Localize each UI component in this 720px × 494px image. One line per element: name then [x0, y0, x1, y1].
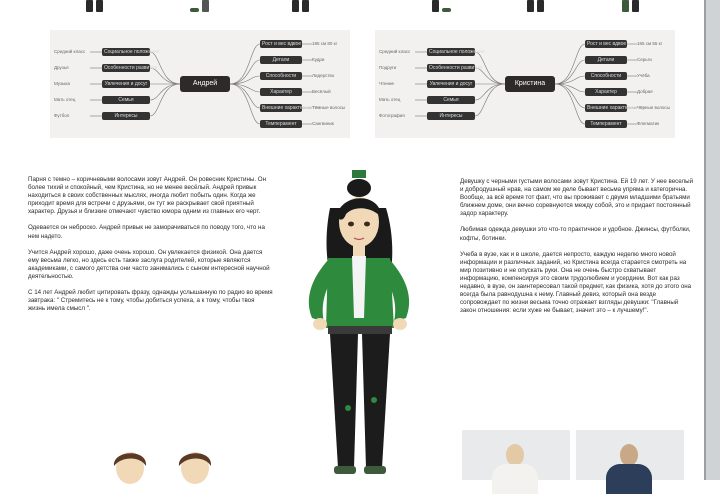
mindmap-node: Интересы [102, 112, 150, 120]
mindmap-leaf: Чтение [379, 81, 395, 86]
mindmap-leaf: 185 см 80 кг [312, 41, 338, 46]
mindmap-leaf: Лидерство [312, 73, 335, 78]
paragraph: Одевается он неброско. Андрей привык не заморачиваться по поводу того, что на нем надето. [28, 224, 265, 240]
paragraph: Учеба в вузе, как и в школе, дается непросто, каждую неделю много новой информации и различных заданий, но Кристина всегда старается смотреть на мир позитивно и не опускать руки. Она не очень быстро схватывает информацию, компенсируя это своим трудолюбием и усердием. Вот как раз недавно, в вузе, он заинтересовал такой предмет, как физика, хотя до этого она всегда была равнодушна к нему. Главный девиз, который она везде сопровождает по жизни весьма точно отражает взгляды девушки: "Главный закон отношения: если хуже не бывает, значит это – к лучшему!". [460, 250, 692, 315]
mindmap-node: Социальное положение [429, 49, 485, 55]
mindmap-node: Внешние характеристики [587, 105, 646, 111]
kristina-description [460, 178, 695, 323]
mindmap-node: Особенности развития [429, 65, 483, 71]
mindmap-node: Темперамент [585, 120, 627, 128]
mindmap-node: Характер [585, 88, 627, 96]
boy-bust-illustration [165, 446, 225, 480]
mindmap-node: Детали [585, 56, 627, 64]
mindmap-node: Особенности развития [104, 65, 158, 71]
mindmap-leaf: Мать отец [379, 97, 401, 102]
mindmap-node: Семья [102, 96, 150, 104]
mindmap-leaf: Футбол [54, 113, 70, 118]
andrey-description [28, 176, 273, 321]
mindmap-leaf: Чёрные волосы [637, 105, 670, 110]
mindmap-node: Способности [585, 72, 627, 80]
woman-photo [462, 430, 570, 480]
mindmap-leaf: Музыка [54, 81, 70, 86]
paragraph: С 14 лет Андрей любит цитировать фразу, однажды услышанную по радио во время завтрака: " Стремитесь не к тому, чтобы добиться успеха, а к тому, чтобы твоя жизнь имела смысл ". [28, 289, 273, 313]
mindmap-node: Рост и вес вдвое [587, 41, 627, 47]
mindmap-leaf: Кудри [312, 57, 325, 62]
mindmap-node: Социальное положение [104, 49, 160, 55]
mini-figure-icon [525, 0, 547, 12]
mindmap-node: Увлечения и досуг [102, 80, 150, 88]
mindmap-node: Внешние характеристики [262, 105, 321, 111]
mindmap-leaf: Сангвиник [312, 121, 334, 126]
paragraph: Любимая одежда девушки это что-то практичное и удобное. Джинсы, футболки, кофты, ботинки. [460, 226, 691, 242]
mindmap-leaf: Средний класс [54, 49, 86, 54]
mindmap-leaf: Серьги [637, 57, 652, 62]
mindmap-leaf: Тёмные волосы [312, 105, 346, 110]
mindmap-leaf: Учёба [637, 73, 650, 78]
mindmap-node: Способности [260, 72, 302, 80]
boy-bust-illustration [100, 446, 160, 480]
mindmap-center: Андрей [180, 76, 230, 92]
mindmap-node: Увлечения и досуг [427, 80, 475, 88]
mindmap-leaf: Друзья [54, 65, 69, 70]
mindmap-leaf: Весёлый [312, 89, 331, 94]
mindmap-center: Кристина [505, 76, 555, 92]
mindmap-andrey [50, 30, 350, 138]
mini-figure-icon [620, 0, 642, 12]
mindmap-node: Семья [427, 96, 475, 104]
mindmap-node: Темперамент [260, 120, 302, 128]
man-photo [576, 430, 684, 480]
paragraph: Учится Андрей хорошо, даже очень хорошо. Он увлекается физикой. Она дается ему весьма легко, но здесь есть также заслуга родителей, которые являются академиками, с самого детства они часто занимались с сыном интересной научной деятельностью. [28, 248, 270, 280]
mindmap-node: Рост и вес вдвое [262, 41, 302, 47]
mini-figure-icon [290, 0, 312, 12]
page-edge [704, 0, 720, 480]
mindmap-leaf: Фотография [379, 113, 405, 118]
mindmap-leaf: Средний класс [379, 49, 411, 54]
mindmap-leaf: 165 см 55 кг [637, 41, 663, 46]
mini-figure-icon [84, 0, 106, 12]
mindmap-leaf: Добрая [637, 89, 653, 94]
girl-character-illustration [290, 168, 430, 480]
mindmap-leaf: Подруги [379, 65, 397, 70]
mindmap-leaf: Мать отец [54, 97, 76, 102]
mini-figure-icon [430, 0, 452, 12]
mindmap-node: Интересы [427, 112, 475, 120]
mindmap-kristina [375, 30, 675, 138]
paragraph: Парня с темно – коричневыми волосами зовут Андрей. Он ровесник Кристины. Он более тихий и спокойный, чем Кристина, но не менее весёлый. Андрей привык находиться в своих собственных мыслях, иногда любит побыть один. Когда же приходит время для встречи с друзьями, он тут же раскрывает свой приятный характер. Друзья и близкие отмечают чувство юмора одним из главных его черт. [28, 176, 267, 216]
mindmap-leaf: Флегматик [637, 121, 660, 126]
mini-figure-icon [190, 0, 212, 12]
mindmap-node: Детали [260, 56, 302, 64]
mindmap-node: Характер [260, 88, 302, 96]
paragraph: Девушку с черными густыми волосами зовут Кристина. Ей 19 лет. У нее веселый и добродушный нрав, на самом же деле бывает весьма упряма и категорична. Вообще, за всё время тот факт, что вы проживает с двумя младшими братьями ближнем доме, они вечно соревнуются между собой, это и придает постоянный задор характеру. [460, 178, 694, 218]
